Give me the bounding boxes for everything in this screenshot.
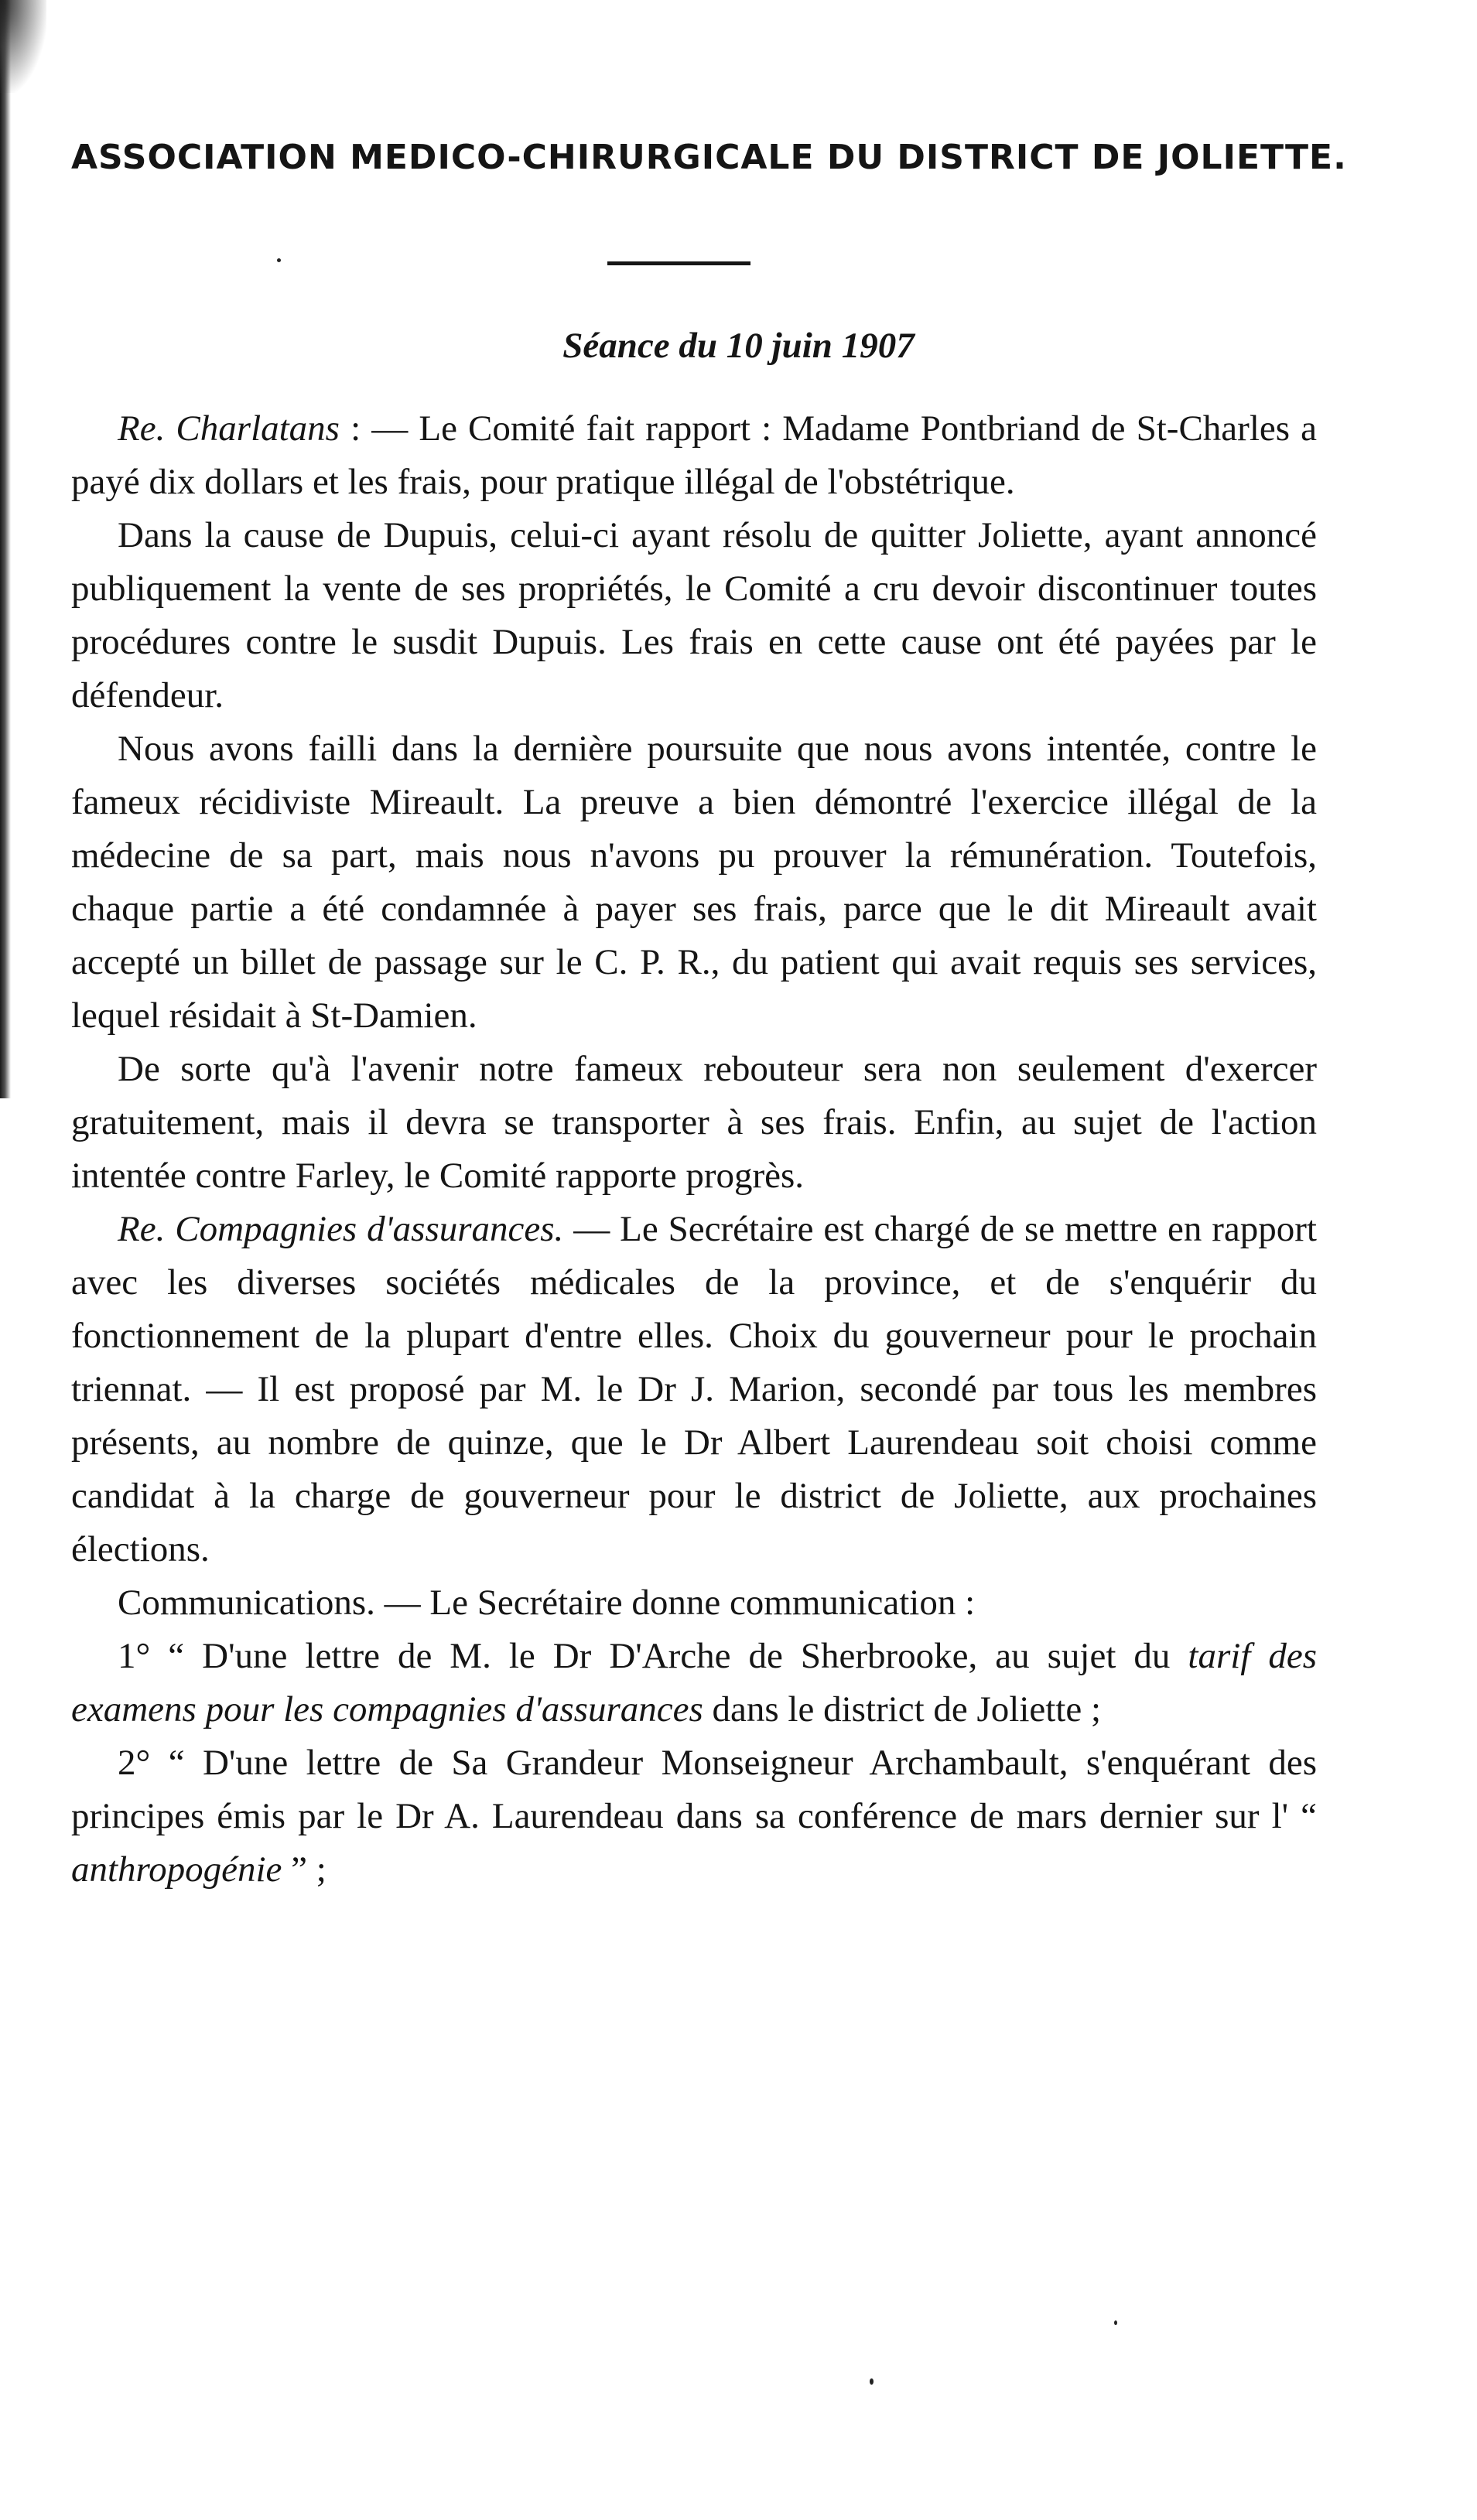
item-italic-text: tarif des examens pour les compagnies d'assurances	[71, 1636, 1317, 1730]
item-text: “ D'une lettre de Sa Grandeur Monseigneur Archambault, s'enquérant des principes émis par le Dr A. Laurendeau dans sa conférence de mars dernier sur l' “	[71, 1743, 1318, 1836]
paragraph-mireault	[71, 722, 1317, 1043]
paragraph-lead: Re. Charlatans	[118, 408, 340, 449]
item-text: “ D'une lettre de M. le Dr D'Arche de Sherbrooke, au sujet du	[168, 1636, 1188, 1676]
paragraph-text: Nous avons failli dans la dernière poursuite que nous avons intentée, contre le fameux récidiviste Mireault. La preuve a bien démontré l'exercice illégal de la médecine de sa part, mais nous n'avons pu prouver la rémunération. Toutefois, chaque partie a été condamnée à payer ses frais, parce que le dit Mireault avait accepté un billet de passage sur le C. P. R., du patient qui avait requis ses services, lequel résidait à St-Damien.	[71, 729, 1317, 1036]
paragraph-text: : — Le Comité fait rapport : Madame Pontbriand de St-Charles a payé dix dollars et les frais, pour pratique illégal de l'obstétrique.	[71, 408, 1317, 502]
running-header: ASSOCIATION MEDICO-CHIRURGICALE DU DISTRICT DE JOLIETTE.	[71, 138, 1347, 177]
paragraph-lead: Re. Compagnies d'assurances.	[118, 1209, 564, 1249]
paragraph-text: De sorte qu'à l'avenir notre fameux rebouteur sera non seulement d'exercer gratuitement, mais il devra se transporter à ses frais. Enfin, au sujet de l'action intentée contre Farley, le Comité rapporte progrès.	[71, 1049, 1317, 1196]
scan-corner-mark	[0, 0, 46, 93]
ink-speck	[870, 2378, 874, 2385]
item-number: 2°	[118, 1743, 151, 1783]
ink-speck	[277, 258, 281, 262]
communication-item-2	[71, 1736, 1317, 1897]
paragraph-communications	[71, 1576, 1317, 1630]
paragraph-dupuis	[71, 509, 1317, 722]
section-rule	[607, 261, 750, 265]
paragraph-charlatans	[71, 402, 1317, 509]
paragraph-text: Communications. — Le Secrétaire donne communication :	[118, 1583, 976, 1623]
minutes-body	[71, 402, 1317, 1897]
item-text-end: ” ;	[282, 1849, 327, 1890]
paragraph-text: — Le Secrétaire est chargé de se mettre en rapport avec les diverses sociétés médicales de la province, et de s'enquérir du fonctionnement de la plupart d'entre elles. Choix du gouverneur pour le prochain triennat. — Il est proposé par M. le Dr J. Marion, secondé par tous les membres présents, au nombre de quinze, que le Dr Albert Laurendeau soit choisi comme candidat à la charge de gouverneur pour le district de Joliette, aux prochaines élections.	[71, 1209, 1317, 1569]
communication-item-1	[71, 1630, 1317, 1736]
ink-speck	[1114, 2320, 1117, 2325]
scan-edge-shadow	[0, 0, 11, 1098]
paragraph-text: Dans la cause de Dupuis, celui-ci ayant résolu de quitter Joliette, ayant annoncé publiquement la vente de ses propriétés, le Comité a cru devoir discontinuer toutes procédures contre le susdit Dupuis. Les frais en cette cause ont été payées par le défendeur.	[71, 515, 1317, 715]
item-number: 1°	[118, 1636, 151, 1676]
item-italic-text: anthropogénie	[71, 1849, 282, 1890]
paragraph-rebouteur	[71, 1043, 1317, 1203]
meeting-title: Séance du 10 juin 1907	[562, 326, 915, 366]
paragraph-assurances	[71, 1203, 1317, 1576]
item-text-end: dans le district de Joliette ;	[703, 1689, 1102, 1730]
